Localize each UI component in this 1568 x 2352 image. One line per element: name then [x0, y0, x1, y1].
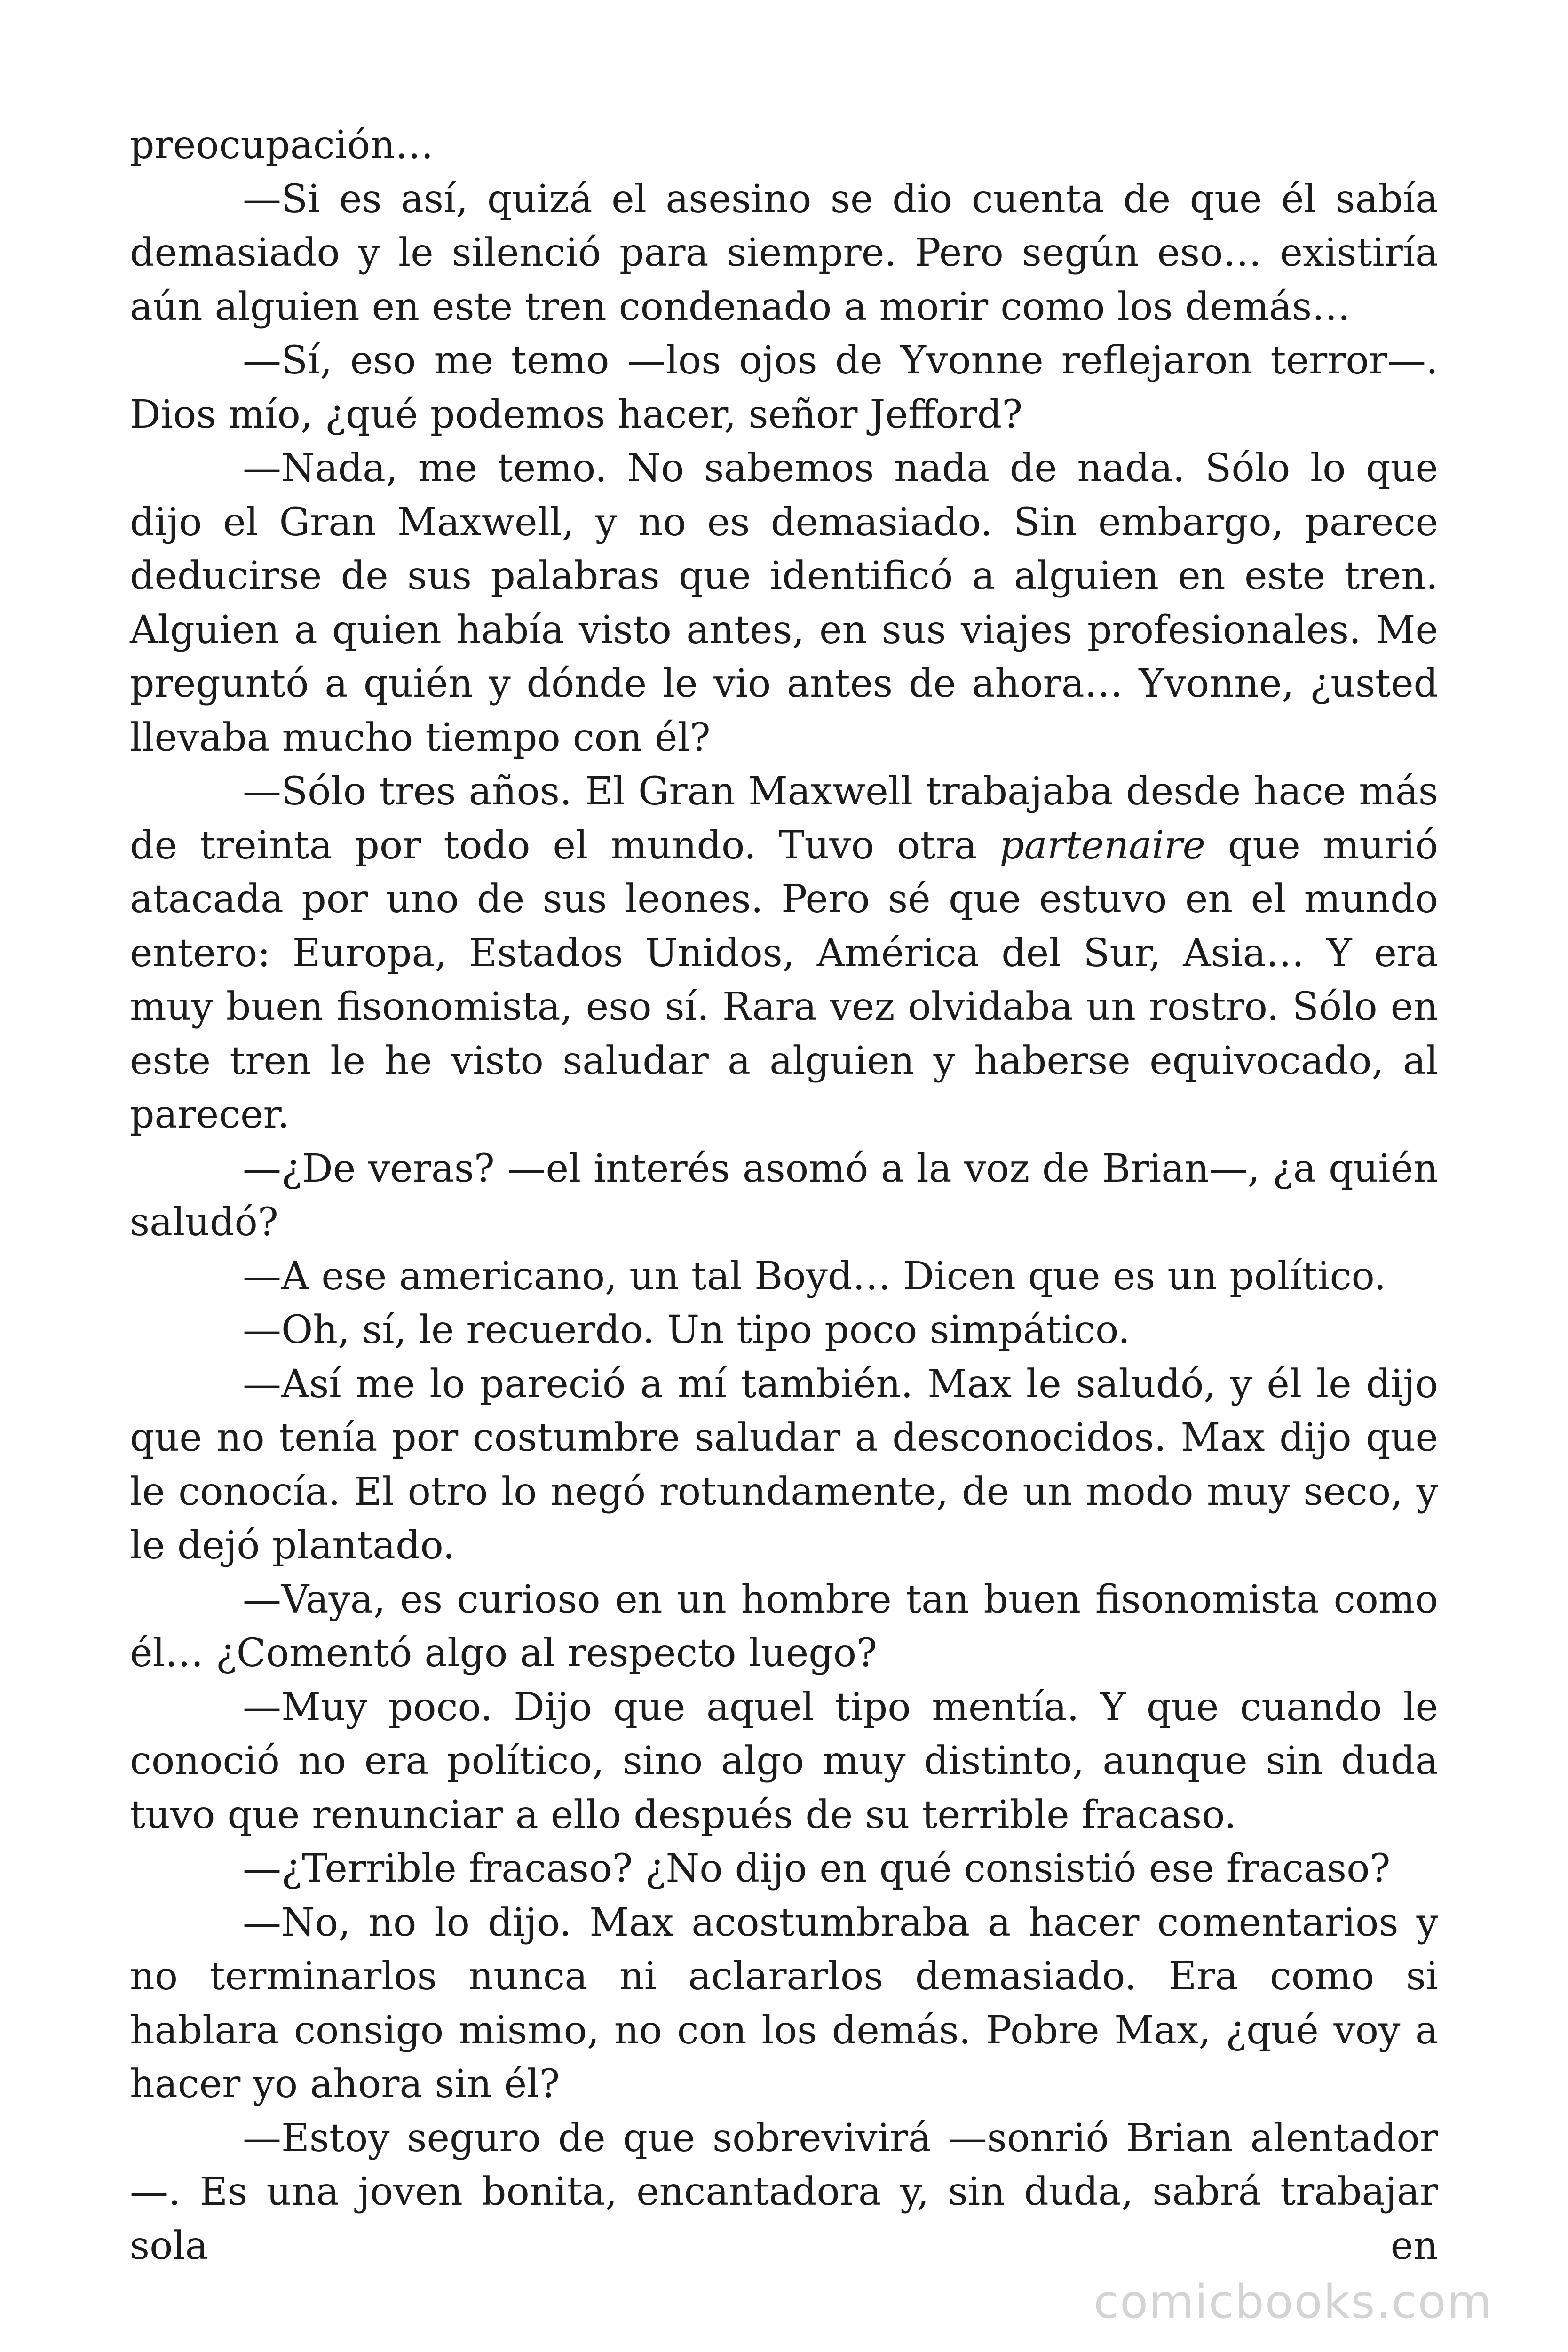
paragraph: —No, no lo dijo. Max acostumbraba a hacer comentarios y no terminarlos nunca ni aclararlos demasiado. Era como si hablara consigo mismo, no con los demás. Pobre Max, ¿qué voy a hacer yo ahora sin él?: [130, 1900, 1438, 2106]
paragraph: —Nada, me temo. No sabemos nada de nada. Sólo lo que dijo el Gran Maxwell, y no es demasiado. Sin embargo, parece deducirse de sus palabras que identificó a alguien en este tren. Alguien a quien había visto antes, en sus viajes profesionales. Me preguntó a quién y dónde le vio antes de ahora… Yvonne, ¿usted llevaba mucho tiempo con él?: [130, 446, 1438, 760]
paragraph: —Oh, sí, le recuerdo. Un tipo poco simpático.: [243, 1308, 1131, 1352]
italic-word: partenaire: [999, 823, 1205, 868]
paragraph: —Sí, eso me temo —los ojos de Yvonne reflejaron terror—. Dios mío, ¿qué podemos hacer, señor Jefford?: [130, 338, 1438, 437]
paragraph-text: —Sólo tres años. El Gran Maxwell trabajaba desde hace más de treinta por todo el mundo. Tuvo otra: [130, 769, 1438, 868]
paragraph: [130, 765, 1438, 1142]
paragraph: —A ese americano, un tal Boyd… Dicen que es un político.: [243, 1254, 1386, 1299]
page-body-text: [130, 119, 1438, 2273]
paragraph: —Muy poco. Dijo que aquel tipo mentía. Y que cuando le conoció no era político, sino algo muy distinto, aunque sin duda tuvo que renunciar a ello después de su terrible fracaso.: [130, 1685, 1438, 1837]
paragraph: —Si es así, quizá el asesino se dio cuenta de que él sabía demasiado y le silenció para siempre. Pero según eso… existiría aún alguien en este tren condenado a morir como los demás…: [130, 176, 1438, 329]
paragraph: —Estoy seguro de que sobrevivirá —sonrió Brian alentador—. Es una joven bonita, encantadora y, sin duda, sabrá trabajar sola en: [130, 2115, 1438, 2268]
paragraph-text: que murió atacada por uno de sus leones. Pero sé que estuvo en el mundo entero: Europa, Estados Unidos, América del Sur, Asia… Y era muy buen fisonomista, eso sí. Rara vez olvidaba un rostro. Sólo en este tren le he visto saludar a alguien y haberse equivocado, al parecer.: [130, 823, 1438, 1137]
paragraph: —¿De veras? —el interés asomó a la voz de Brian—, ¿a quién saludó?: [130, 1146, 1438, 1245]
paragraph: preocupación…: [130, 123, 434, 167]
watermark: comicbooks.com: [1093, 2275, 1493, 2329]
paragraph: —Vaya, es curioso en un hombre tan buen fisonomista como él… ¿Comentó algo al respecto luego?: [130, 1577, 1438, 1676]
paragraph: —¿Terrible fracaso? ¿No dijo en qué consistió ese fracaso?: [243, 1846, 1391, 1891]
paragraph: —Así me lo pareció a mí también. Max le saludó, y él le dijo que no tenía por costumbre saludar a desconocidos. Max dijo que le conocía. El otro lo negó rotundamente, de un modo muy seco, y le dejó plantado.: [130, 1361, 1438, 1568]
